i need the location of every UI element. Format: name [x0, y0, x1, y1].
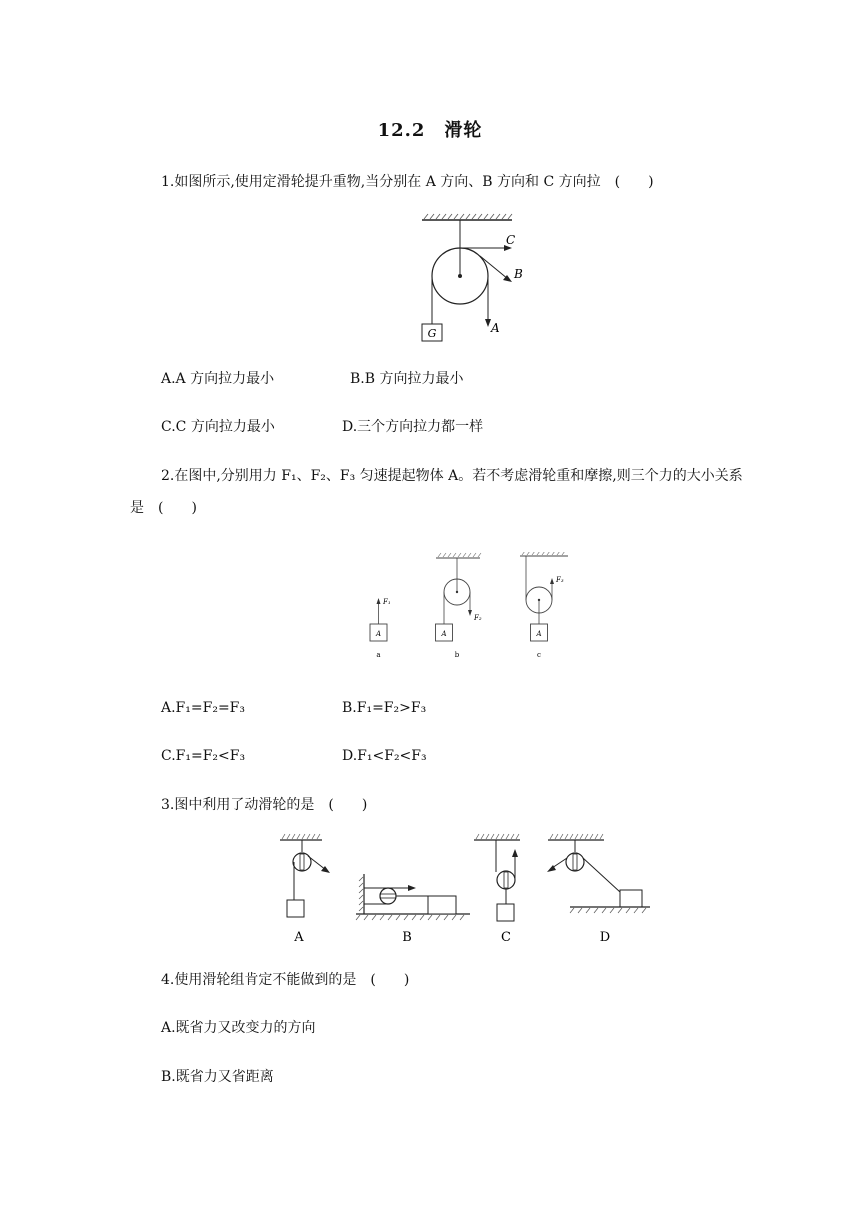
q2-stem-line2: 是 ( ) [130, 500, 197, 516]
q2-option-a: A.F₁=F₂=F₃ [161, 700, 245, 716]
page-title: 12.2 滑轮 [377, 120, 483, 141]
q4-stem: 4.使用滑轮组肯定不能做到的是 ( ) [161, 972, 410, 988]
label-f1-a: F₁ [383, 598, 391, 606]
label-fig-a: A [294, 930, 304, 945]
q1-option-d: D.三个方向拉力都一样 [342, 419, 484, 435]
arrow-f1-a [377, 598, 381, 604]
figure-d [547, 834, 650, 945]
label-fig-b: B [402, 930, 412, 945]
block-label-a: A [375, 630, 382, 638]
q2-option-d: D.F₁<F₂<F₃ [342, 748, 427, 764]
label-c: C [506, 233, 516, 247]
label-fig-c: C [501, 930, 511, 945]
figure-a [280, 834, 330, 945]
q2-stem-line1: 2.在图中,分别用力 F₁、F₂、F₃ 匀速提起物体 A。若不考虑滑轮重和摩擦,则三个力的大小关系 [161, 468, 743, 484]
label-a: A [491, 321, 500, 335]
rope-b [480, 256, 508, 279]
label-g: G [427, 327, 437, 340]
q4-option-b: B.既省力又省距离 [161, 1069, 274, 1085]
ceiling-hatch [422, 214, 512, 220]
label-f2: F₂ [474, 614, 482, 622]
label-f3: F₃ [556, 576, 564, 584]
caption-b: b [454, 651, 460, 659]
q1-stem: 1.如图所示,使用定滑轮提升重物,当分别在 A 方向、B 方向和 C 方向拉 ( ) [161, 174, 654, 190]
q1-option-a: A.A 方向拉力最小 [161, 371, 275, 387]
q2-pulley-figure [360, 552, 580, 662]
q3-pulley-figure [270, 832, 660, 947]
q1-fixed-pulley-figure [418, 210, 528, 344]
figure-c [474, 834, 520, 945]
caption-c: c [537, 651, 541, 659]
block-label-c: A [536, 630, 542, 638]
label-b: B [514, 267, 523, 281]
q1-option-b: B.B 方向拉力最小 [350, 371, 464, 387]
block-label-b: A [441, 630, 447, 638]
q4-option-a: A.既省力又改变力的方向 [161, 1020, 316, 1036]
label-fig-d: D [599, 930, 611, 945]
q2-option-b: B.F₁=F₂>F₃ [342, 700, 427, 716]
figure-b [356, 874, 470, 945]
pulley-axle [458, 274, 462, 278]
q2-option-c: C.F₁=F₂<F₃ [161, 748, 246, 764]
q1-option-c: C.C 方向拉力最小 [161, 419, 275, 435]
caption-a: a [376, 651, 381, 659]
q3-stem: 3.图中利用了动滑轮的是 ( ) [161, 797, 368, 813]
